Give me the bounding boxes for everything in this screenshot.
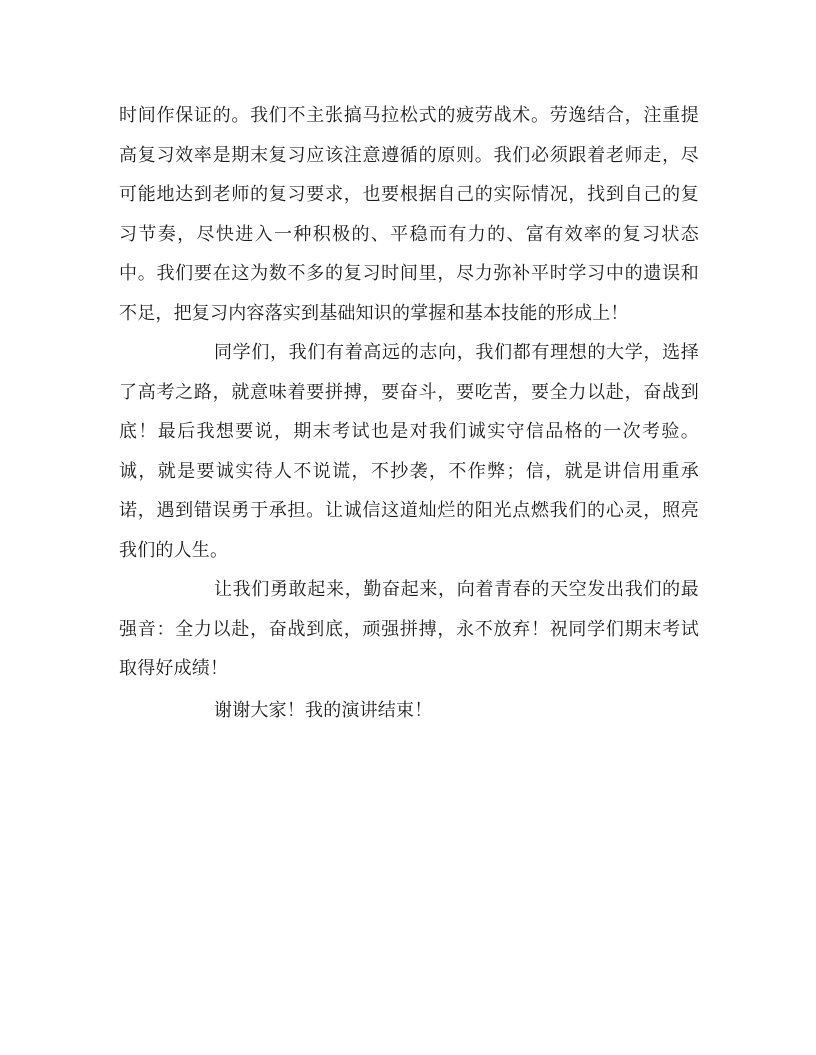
paragraph-closing: 谢谢大家！我的演讲结束！ (214, 699, 433, 721)
paragraph-review-strategy: 时间作保证的。我们不主张搞马拉松式的疲劳战术。劳逸结合，注重提高复习效率是期末复习应该注意遵循的原则。我们必须跟着老师走，尽可能地达到老师的复习要求，也要根据自己的实际情况，找到自己的复习节奏，尽快进入一种积极的、平稳而有力的、富有效率的复习状态中。我们要在这为数不多的复习时间里，尽力弥补平时学习中的遗误和不足，把复习内容落实到基础知识的掌握和基本技能的形成上！ (119, 105, 699, 324)
paragraph-integrity: 同学们，我们有着高远的志向，我们都有理想的大学，选择了高考之路，就意味着要拼搏，要奋斗，要吃苦，要全力以赴，奋战到底！最后我想要说，期末考试也是对我们诚实守信品格的一次考验。诚，就是要诚实待人不说谎，不抄袭，不作弊；信，就是讲信用重承诺，遇到错误勇于承担。让诚信这道灿烂的阳光点燃我们的心灵，照亮我们的人生。 (119, 342, 699, 561)
paragraph-encouragement: 让我们勇敢起来，勤奋起来，向着青春的天空发出我们的最强音：全力以赴，奋战到底，顽强拼搏，永不放弃！祝同学们期末考试取得好成绩！ (119, 579, 699, 679)
document-body (119, 96, 699, 730)
